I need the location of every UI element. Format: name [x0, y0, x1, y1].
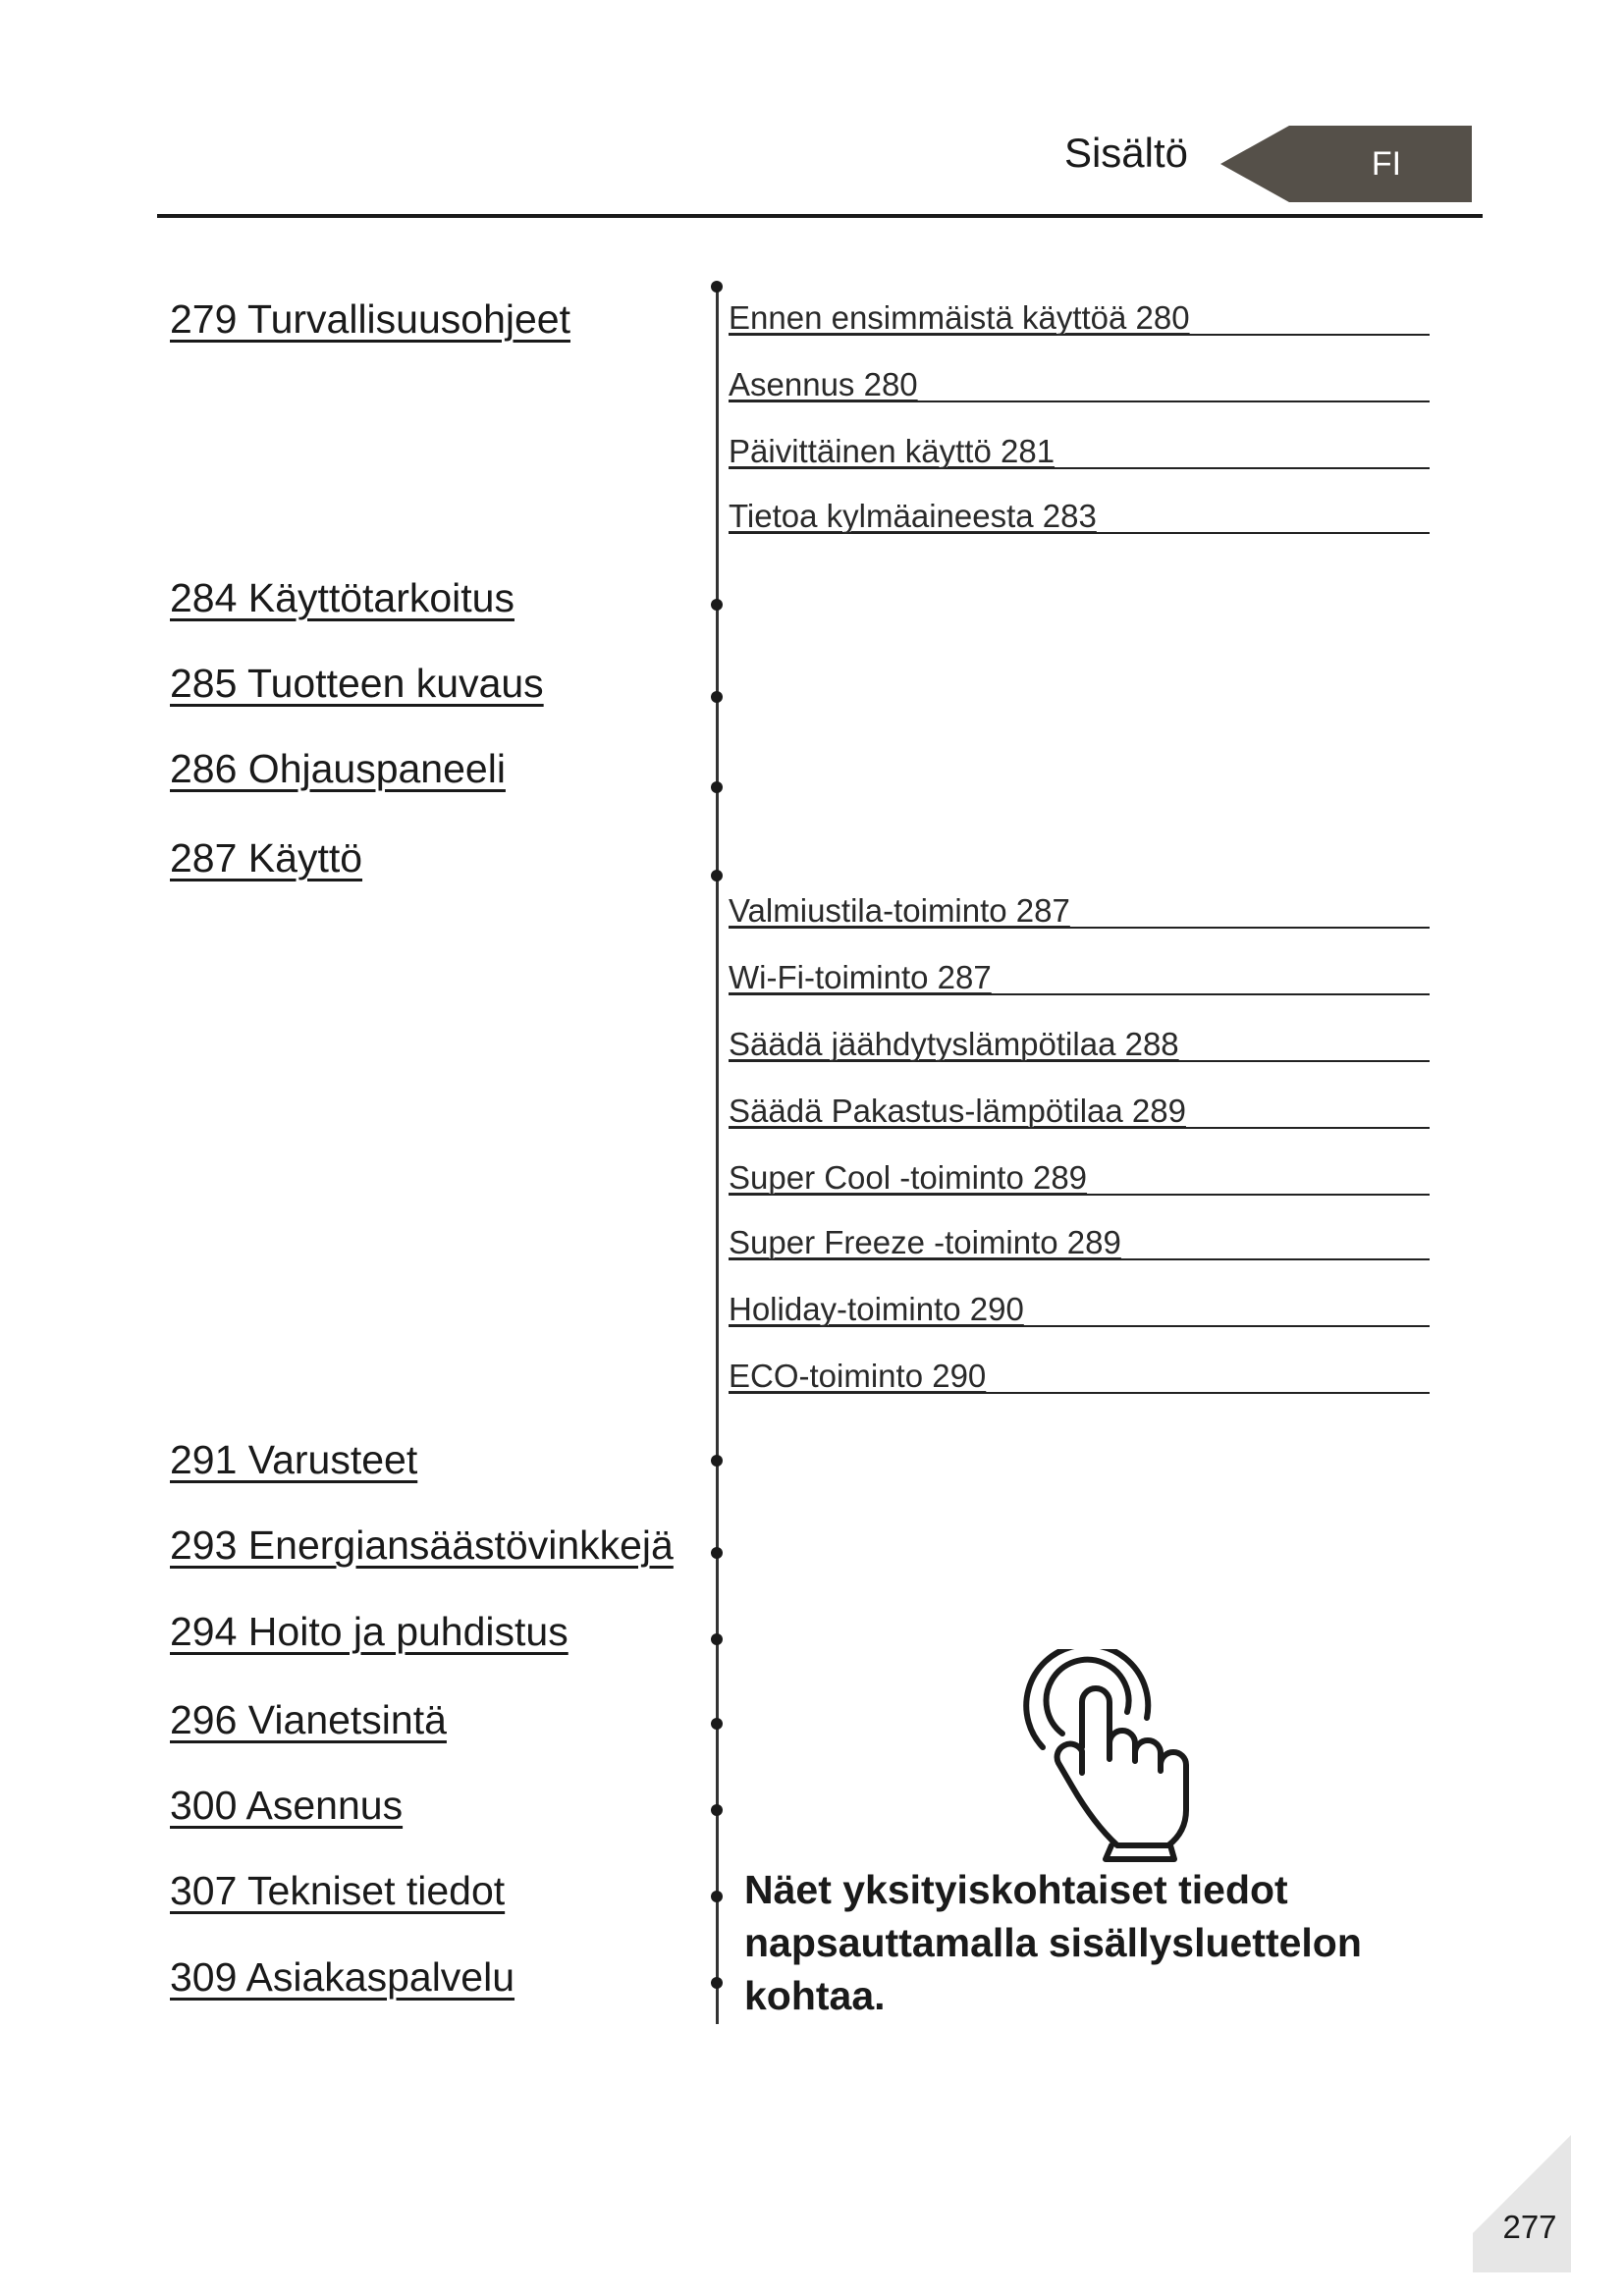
toc-subsection-freezing-temp[interactable]	[729, 1095, 1430, 1129]
toc-section-care-cleaning[interactable]: 294 Hoito ja puhdistus	[170, 1609, 568, 1654]
language-tab	[1220, 126, 1472, 202]
subsection-label: Säädä jäähdytyslämpötilaa 288	[729, 1026, 1179, 1062]
timeline-dot	[711, 1977, 723, 1989]
subsection-label: Valmiustila-toiminto 287	[729, 892, 1070, 929]
toc-section-energy-tips[interactable]: 293 Energiansäästövinkkejä	[170, 1522, 674, 1568]
toc-subsection-daily-use[interactable]	[729, 433, 1430, 469]
header-divider	[157, 214, 1483, 218]
toc-section-technical-data[interactable]: 307 Tekniset tiedot	[170, 1868, 506, 1913]
timeline-dot	[711, 691, 723, 703]
page-corner-shape	[1473, 2135, 1591, 2272]
toc-section-installation[interactable]: 300 Asennus	[170, 1783, 404, 1828]
subsection-label: Super Cool -toiminto 289	[729, 1159, 1088, 1196]
timeline-dot	[711, 870, 723, 881]
timeline-dot	[711, 1633, 723, 1645]
timeline-dot	[711, 1804, 723, 1816]
toc-subsection-holiday[interactable]	[729, 1291, 1430, 1327]
toc-section-troubleshooting[interactable]: 296 Vianetsintä	[170, 1697, 447, 1742]
page-title: Sisältö	[1063, 130, 1188, 176]
toc-subsection-eco[interactable]	[729, 1358, 1430, 1394]
toc-section-control-panel[interactable]: 286 Ohjauspaneeli	[170, 746, 506, 791]
toc-subsection-refrigerant-info[interactable]	[729, 498, 1430, 534]
subsection-label: Super Freeze -toiminto 289	[729, 1224, 1121, 1260]
timeline-dot	[711, 599, 723, 611]
toc-section-safety[interactable]: 279 Turvallisuusohjeet	[170, 296, 570, 342]
toc-subsection-super-cool[interactable]	[729, 1159, 1430, 1196]
toc-subsection-standby[interactable]	[729, 892, 1430, 929]
subsection-label: Tietoa kylmäaineesta 283	[729, 498, 1097, 534]
subsection-label: Wi-Fi-toiminto 287	[729, 959, 992, 995]
toc-subsection-super-freeze[interactable]	[729, 1224, 1430, 1260]
toc-subsection-installation[interactable]	[729, 366, 1430, 402]
timeline-dot	[711, 1455, 723, 1467]
timeline-dot	[711, 781, 723, 793]
timeline-line	[716, 287, 719, 2024]
page-number: 277	[1502, 2209, 1557, 2245]
subsection-label: Säädä Pakastus-lämpötilaa 289	[729, 1093, 1186, 1129]
toc-section-operation[interactable]: 287 Käyttö	[170, 835, 363, 881]
toc-section-accessories[interactable]: 291 Varusteet	[170, 1437, 418, 1482]
toc-subsection-before-first-use[interactable]	[729, 299, 1430, 336]
toc-subsection-cooling-temp[interactable]	[729, 1026, 1430, 1062]
subsection-label: Holiday-toiminto 290	[729, 1291, 1024, 1327]
toc-section-intended-use[interactable]: 284 Käyttötarkoitus	[170, 575, 514, 620]
subsection-label: Asennus 280	[729, 366, 918, 402]
toc-subsection-wifi[interactable]	[729, 959, 1430, 995]
timeline-dot	[711, 1891, 723, 1902]
timeline-dot	[711, 1547, 723, 1559]
tap-finger-icon	[1011, 1649, 1208, 1865]
toc-section-customer-service[interactable]: 309 Asiakaspalvelu	[170, 1954, 515, 2000]
language-label: FI	[1371, 145, 1402, 183]
toc-section-product-description[interactable]: 285 Tuotteen kuvaus	[170, 661, 544, 706]
tap-hint-text: Näet yksityiskohtaiset tiedot napsauttamalla sisällysluettelon kohtaa.	[744, 1867, 1362, 2018]
timeline-dot	[711, 1718, 723, 1730]
subsection-label: ECO-toiminto 290	[729, 1358, 987, 1394]
subsection-label: Ennen ensimmäistä käyttöä 280	[729, 299, 1190, 336]
subsection-label: Päivittäinen käyttö 281	[729, 433, 1056, 469]
timeline-dot	[711, 281, 723, 293]
